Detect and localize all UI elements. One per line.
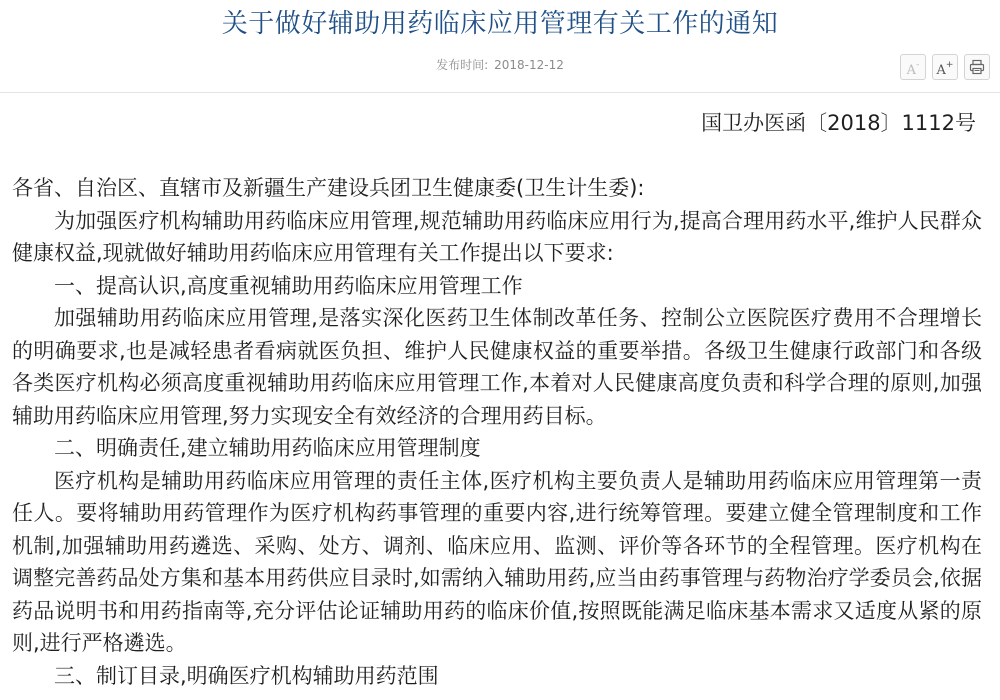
- publish-info: [0, 56, 1000, 74]
- header-divider: [0, 92, 1000, 93]
- section-paragraph-1: 加强辅助用药临床应用管理,是落实深化医药卫生体制改革任务、控制公立医院医疗费用不合理增长的明确要求,也是减轻患者看病就医负担、维护人民健康权益的重要举措。各级卫生健康行政部门和各级各类医疗机构必须高度重视辅助用药临床应用管理工作,本着对人民健康高度负责和科学合理的原则,加强辅助用药临床应用管理,努力实现安全有效经济的合理用药目标。: [12, 306, 982, 428]
- publish-date: 2018-12-12: [494, 58, 564, 72]
- print-icon: [969, 59, 985, 75]
- section-heading-3: 三、制订目录,明确医疗机构辅助用药范围: [54, 663, 439, 688]
- publish-label: 发布时间:: [436, 58, 489, 72]
- section-heading-1: 一、提高认识,高度重视辅助用药临床应用管理工作: [54, 273, 523, 298]
- font-larger-button[interactable]: [932, 54, 958, 80]
- section-heading-2: 二、明确责任,建立辅助用药临床应用管理制度: [54, 436, 481, 460]
- font-larger-icon: A+: [936, 60, 954, 79]
- print-button[interactable]: [964, 54, 990, 80]
- article-header: [0, 0, 1000, 92]
- intro-paragraph: 为加强医疗机构辅助用药临床应用管理,规范辅助用药临床应用行为,提高合理用药水平,维护人民群众健康权益,现就做好辅助用药临床应用管理有关工作提出以下要求:: [12, 208, 982, 265]
- font-smaller-button[interactable]: [900, 54, 926, 80]
- article-title: 关于做好辅助用药临床应用管理有关工作的通知: [221, 9, 779, 39]
- font-smaller-icon: A-: [906, 60, 920, 79]
- section-paragraph-2: 医疗机构是辅助用药临床应用管理的责任主体,医疗机构主要负责人是辅助用药临床应用管理第一责任人。要将辅助用药管理作为医疗机构药事管理的重要内容,进行统筹管理。要建立健全管理制度和工作机制,加强辅助用药遴选、采购、处方、调剂、临床应用、监测、评价等各环节的全程管理。医疗机构在调整完善药品处方集和基本用药供应目录时,如需纳入辅助用药,应当由药事管理与药物治疗学委员会,依据药品说明书和用药指南等,充分评估论证辅助用药的临床价值,按照既能满足临床基本需求又适度从紧的原则,进行严格遴选。: [12, 468, 982, 655]
- article-body: [12, 172, 982, 692]
- document-number: 国卫办医函〔2018〕1112号: [701, 111, 976, 135]
- addressee: 各省、自治区、直辖市及新疆生产建设兵团卫生健康委(卫生计生委):: [12, 176, 645, 200]
